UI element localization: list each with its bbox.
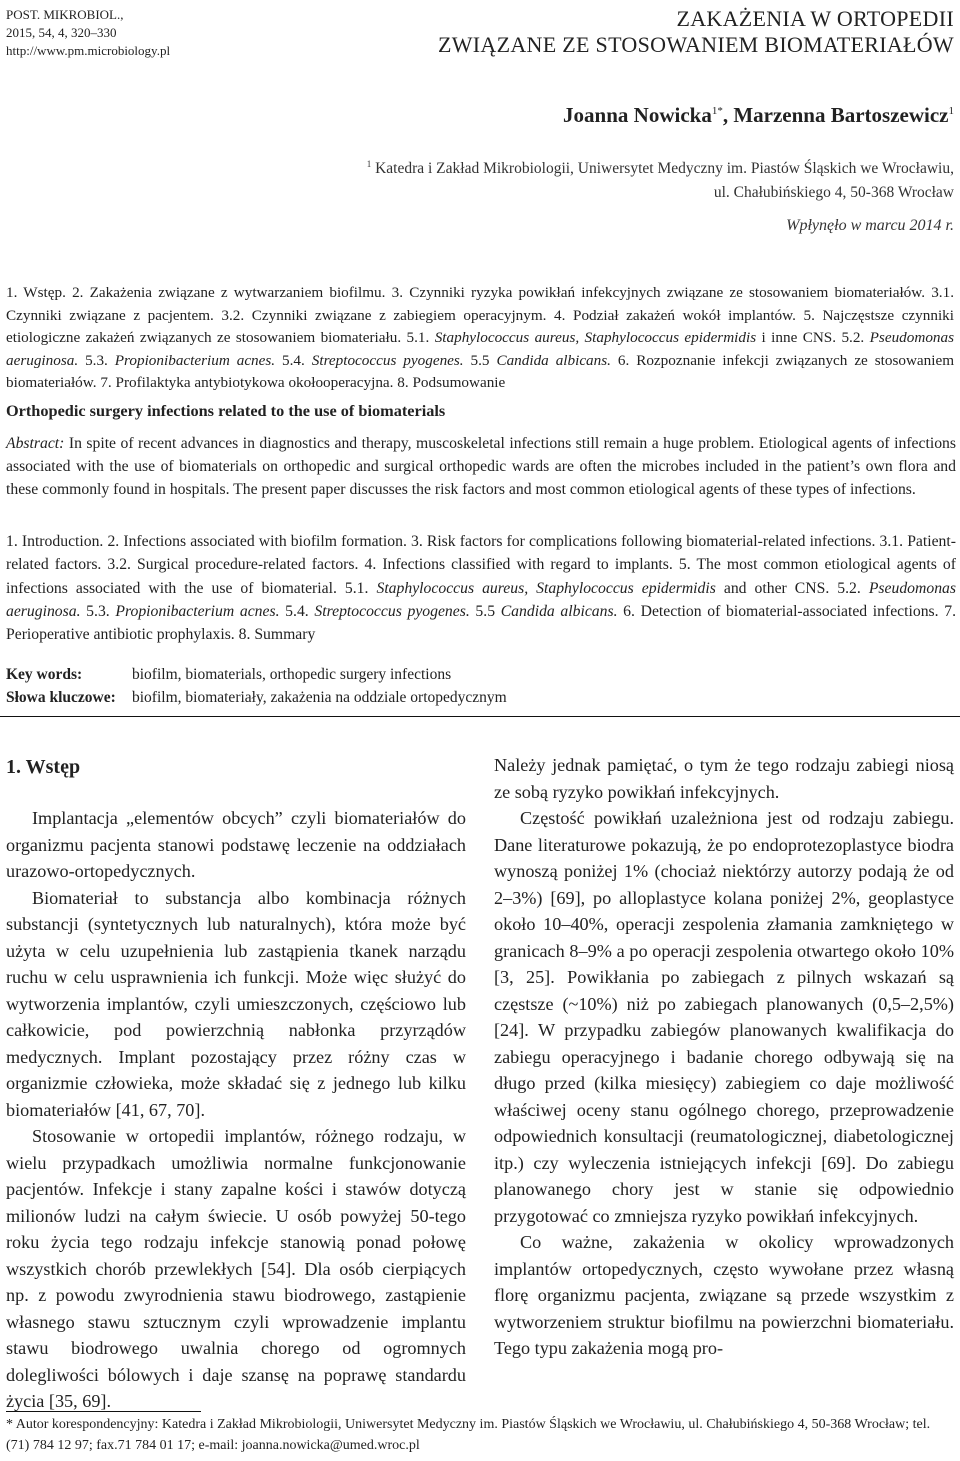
journal-citation-line1: POST. MIKROBIOL., xyxy=(6,7,124,22)
footnote: * Autor korespondencyjny: Katedra i Zakład Mikrobiologii, Uniwersytet Medyczny im. Piastów Śląskich we Wrocławiu, ul. Chałubińskiego 4, 50-368 Wrocław; tel. (71) 784 12 97; fax.71 784 01 17; e-mail: joanna.nowicka@umed.wroc.pl xyxy=(6,1417,931,1453)
toc-en-text: 6. Detection of biomaterial-associated infections. 7. Perioperative antibiotic prophylaxis. 8. Summary xyxy=(6,602,957,644)
section-divider xyxy=(0,716,960,717)
keywords-pl-value: biofilm, biomateriały, zakażenia na oddziale ortopedycznym xyxy=(132,689,507,706)
abstract-text: In spite of recent advances in diagnostics and therapy, muscoskeletal infections still remain a huge problem. Etiological agents of infections associated with the use of biomaterials on orthopedic and surgical orthopedic wards are often the microbes included in the patient’s own flora and these commonly found in hospitals. The present paper discusses the risk factors and most common etiological agents of these types of infections. xyxy=(6,435,956,498)
keywords-en-value: biofilm, biomaterials, orthopedic surgery infections xyxy=(132,666,452,683)
affiliation-line1: Katedra i Zakład Mikrobiologii, Uniwersytet Medyczny im. Piastów Śląskich we Wrocławiu, xyxy=(371,160,954,178)
toc-pl-text: 5.4. xyxy=(275,351,312,369)
author-2: Marzenna Bartoszewicz xyxy=(733,103,949,127)
toc-pl-text: 6. Rozpoznanie infekcji związanych ze stosowaniem biomateriałów. 7. Profilaktyka antybiotykowa okołooperacyjna. 8. Podsumowanie xyxy=(6,351,955,391)
paragraph: Częstość powikłań uzależniona jest od rodzaju zabiegu. Dane literaturowe pokazują, że po endoprotezoplastyce biodra wynoszą poniżej 1% (chociaż niektórzy autorzy podają że od 2–3%) [69], po alloplastyce kolana poniżej 2%, geoplastyce około 10–40%, operacji zespolenia złamania zamkniętego w granicach 8–9% a po operacji zespolenia otwartego około 10% [3, 25]. Powikłania po zabiegach z pilnych wskazań są częstsze (~10%) niż po zabiegach planowanych (0,5–2,5%) [24]. W przypadku zabiegów planowanych kwalifikacja do zabiegu operacyjnego i badanie chorego odbywają się na długo przed (kilka miesięcy) zabiegiem co daje możliwość właściwej oceny stanu ogólnego chorego, przeprowadzenie odpowiednich konsultacji (reumatologicznej, diabetologicznej itp.) czy wyleczenia istniejących infekcji [69]. Do zabiegu planowanego chory jest w stanie się odpowiednio przygotować co zmniejsza ryzyko powikłań infekcyjnych. xyxy=(494,808,954,1226)
keywords xyxy=(6,663,507,709)
toc-en-species: Candida albicans. xyxy=(500,602,618,620)
author-1-mark: 1* xyxy=(711,105,723,117)
abstract xyxy=(6,432,956,501)
journal-url[interactable]: http://www.pm.microbiology.pl xyxy=(6,43,171,58)
body-column-left xyxy=(6,805,466,1415)
article-title xyxy=(438,6,954,58)
toc-en-species: Pseudomonas aeruginosa. xyxy=(6,579,956,620)
english-title: Orthopedic surgery infections related to the use of biomaterials xyxy=(6,401,446,420)
paragraph: Biomateriał to substancja albo kombinacja różnych substancji (syntetycznych lub naturalnych), która może być użyta w celu uzupełnienia lub zastąpienia tkanek narządu ruchu w celu usprawnienia ich funkcji. Może więc służyć do wytworzenia implantów, czyli umieszczonych, częściowo lub całkowicie, pod powierzchnią nabłonka przyrządów medycznych. Implant pozostający przez różny czas w organizmie człowieka, może składać się z jednego lub kilku biomateriałów [41, 67, 70]. xyxy=(6,887,466,1120)
toc-pl-text: 5.3. xyxy=(78,351,115,369)
affiliation-mark: 1 xyxy=(366,159,372,169)
journal-info xyxy=(6,6,170,60)
abstract-label: Abstract: xyxy=(6,435,65,452)
toc-pl-text: i inne CNS. 5.2. xyxy=(756,329,870,346)
paragraph: Co ważne, zakażenia w okolicy wprowadzonych implantów ortopedycznych, często wywołane przez własną florę organizmu pacjenta, związane są przede wszystkim z wytworzeniem struktur biofilmu na powierzchni biomateriału. Tego typu zakażenia mogą pro- xyxy=(494,1232,954,1358)
footnote-divider xyxy=(6,1411,201,1412)
article-title-line2: ZWIĄZANE ZE STOSOWANIEM BIOMATERIAŁÓW xyxy=(437,32,954,57)
toc-en-species: Streptococcus pyogenes. xyxy=(314,602,470,620)
toc-english xyxy=(6,530,956,646)
toc-polish xyxy=(6,282,954,395)
toc-en-species: Staphylococcus aureus, Staphylococcus epidermidis xyxy=(376,579,716,597)
author-separator: , xyxy=(722,103,734,127)
keywords-en-label: Key words: xyxy=(6,666,83,683)
affiliation-line2: ul. Chałubińskiego 4, 50-368 Wrocław xyxy=(713,184,954,202)
toc-pl-species: Candida albicans. xyxy=(496,351,611,369)
toc-pl-text: 1. Wstęp. 2. Zakażenia związane z wytwarzaniem biofilmu. 3. Czynniki ryzyka powikłań infekcyjnych związane ze stosowaniem biomateriałów. 3.1. Czynniki związane z pacjentem. 3.2. Czynniki związane z zabiegiem operacyjnym. 4. Podział zakażeń wokół implantów. 5. Najczęstsze czynniki etiologiczne zakażeń związanych ze stosowaniem biomateriału. 5.1. xyxy=(6,284,954,346)
toc-pl-species: Staphylococcus aureus, Staphylococcus epidermidis xyxy=(434,329,757,346)
paragraph: Implantacja „elementów obcych” czyli biomateriałów do organizmu pacjenta stanowi podstawę leczenie na oddziałach urazowo-ortopedycznych. xyxy=(6,808,466,881)
toc-pl-text: 5.5 xyxy=(463,351,497,369)
toc-en-text: 1. Introduction. 2. Infections associated with biofilm formation. 3. Risk factors for complications following biomaterial-related infections. 3.1. Patient-related factors. 3.2. Surgical procedure-related factors. 4. Infections classified with regard to implants. 5. The most common etiological agents of infections associated with the use of biomaterial. 5.1. xyxy=(6,533,956,597)
body-column-right xyxy=(494,752,954,1362)
article-title-line1: ZAKAŻENIA W ORTOPEDII xyxy=(676,6,954,31)
paragraph: Stosowanie w ortopedii implantów, różnego rodzaju, w wielu przypadkach umożliwia normalne funkcjonowanie pacjentów. Infekcje i stany zapalne kości i stawów dotyczą milionów ludzi na całym świecie. U osób powyżej 50-tego roku życia tego rodzaju infekcje stanowią ponad połowę wszystkich chorób przewlekłych [54]. Dla osób cierpiących np. z powodu zwyrodnienia stawu biodrowego, zastąpienie własnego stawu sztucznym czyli wprowadzenie implantu stawu biodrowego uwalnia chorego od ogromnych dolegliwości bólowych i daje szansę na poprawę standardu życia [35, 69]. xyxy=(6,1126,466,1411)
affiliation xyxy=(367,152,954,205)
journal-citation-line2: 2015, 54, 4, 320–330 xyxy=(6,25,117,40)
toc-en-text: 5.4. xyxy=(279,602,315,620)
toc-pl-species: Pseudomonas aeruginosa. xyxy=(6,329,955,369)
keywords-pl-row xyxy=(6,686,507,709)
toc-pl-species: Streptococcus pyogenes. xyxy=(311,351,464,369)
paragraph: Należy jednak pamiętać, o tym że tego rodzaju zabiegi niosą ze sobą ryzyko powikłań infekcyjnych. xyxy=(494,755,954,802)
toc-en-species: Propionibacterium acnes. xyxy=(115,602,280,620)
toc-en-text: 5.3. xyxy=(80,602,116,620)
received-date: Wpłynęło w marcu 2014 r. xyxy=(786,217,954,234)
toc-en-text: and other CNS. 5.2. xyxy=(715,579,869,597)
toc-pl-species: Propionibacterium acnes. xyxy=(114,351,276,369)
keywords-pl-label: Słowa kluczowe: xyxy=(6,689,116,706)
author-1: Joanna Nowicka xyxy=(563,103,712,127)
toc-en-text: 5.5 xyxy=(469,602,501,620)
keywords-en-row xyxy=(6,663,507,686)
authors xyxy=(563,103,954,128)
section-heading: 1. Wstęp xyxy=(6,756,81,778)
author-2-mark: 1 xyxy=(948,105,954,117)
